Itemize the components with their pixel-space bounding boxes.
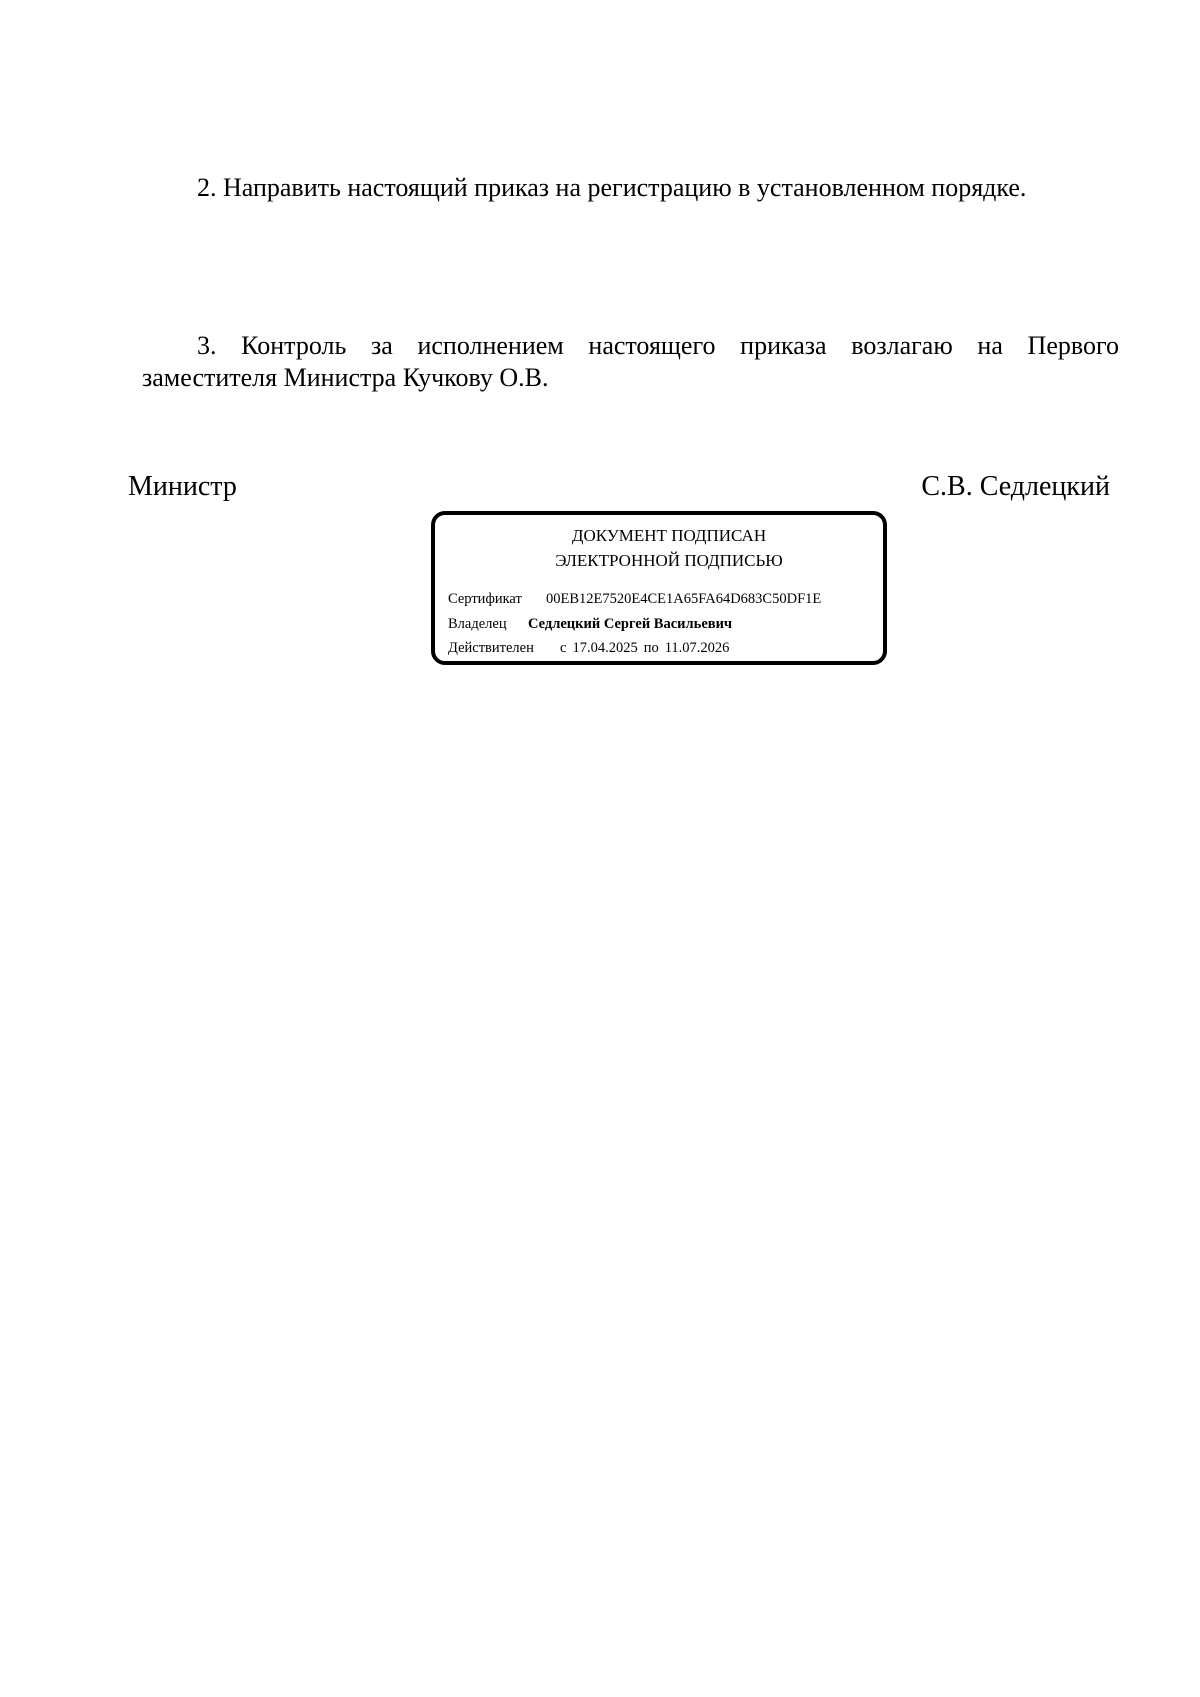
- owner-value: Седлецкий Сергей Васильевич: [528, 616, 733, 632]
- owner-label: Владелец: [448, 616, 507, 632]
- valid-from-date: 17.04.2025: [572, 640, 638, 656]
- valid-to-prefix: по: [643, 640, 659, 656]
- stamp-certificate-row: [448, 589, 821, 609]
- paragraph-3-line-2: заместителя Министра Кучкову О.В.: [142, 363, 549, 392]
- valid-to-date: 11.07.2026: [664, 640, 730, 656]
- certificate-value: 00EB12E7520E4CE1A65FA64D683C50DF1E: [546, 591, 822, 607]
- stamp-title-line-2: ЭЛЕКТРОННОЙ ПОДПИСЬЮ: [555, 551, 783, 570]
- validity-label: Действителен: [448, 640, 534, 656]
- stamp-title-line-1: ДОКУМЕНТ ПОДПИСАН: [571, 526, 767, 545]
- paragraph-3-line-1: 3. Контроль за исполнением настоящего приказа возлагаю на Первого: [197, 331, 1119, 360]
- certificate-label: Сертификат: [448, 591, 522, 607]
- paragraph-3: [142, 330, 1119, 394]
- paragraph-2: 2. Направить настоящий приказ на регистрацию в установленном порядке.: [197, 173, 1027, 202]
- stamp-validity-row: [448, 638, 729, 658]
- stamp-owner-row: [448, 614, 732, 634]
- signatory-name: С.В. Седлецкий: [921, 471, 1110, 502]
- signatory-position: Министр: [128, 471, 237, 502]
- electronic-signature-stamp: [431, 511, 887, 665]
- valid-from-prefix: с: [560, 640, 567, 656]
